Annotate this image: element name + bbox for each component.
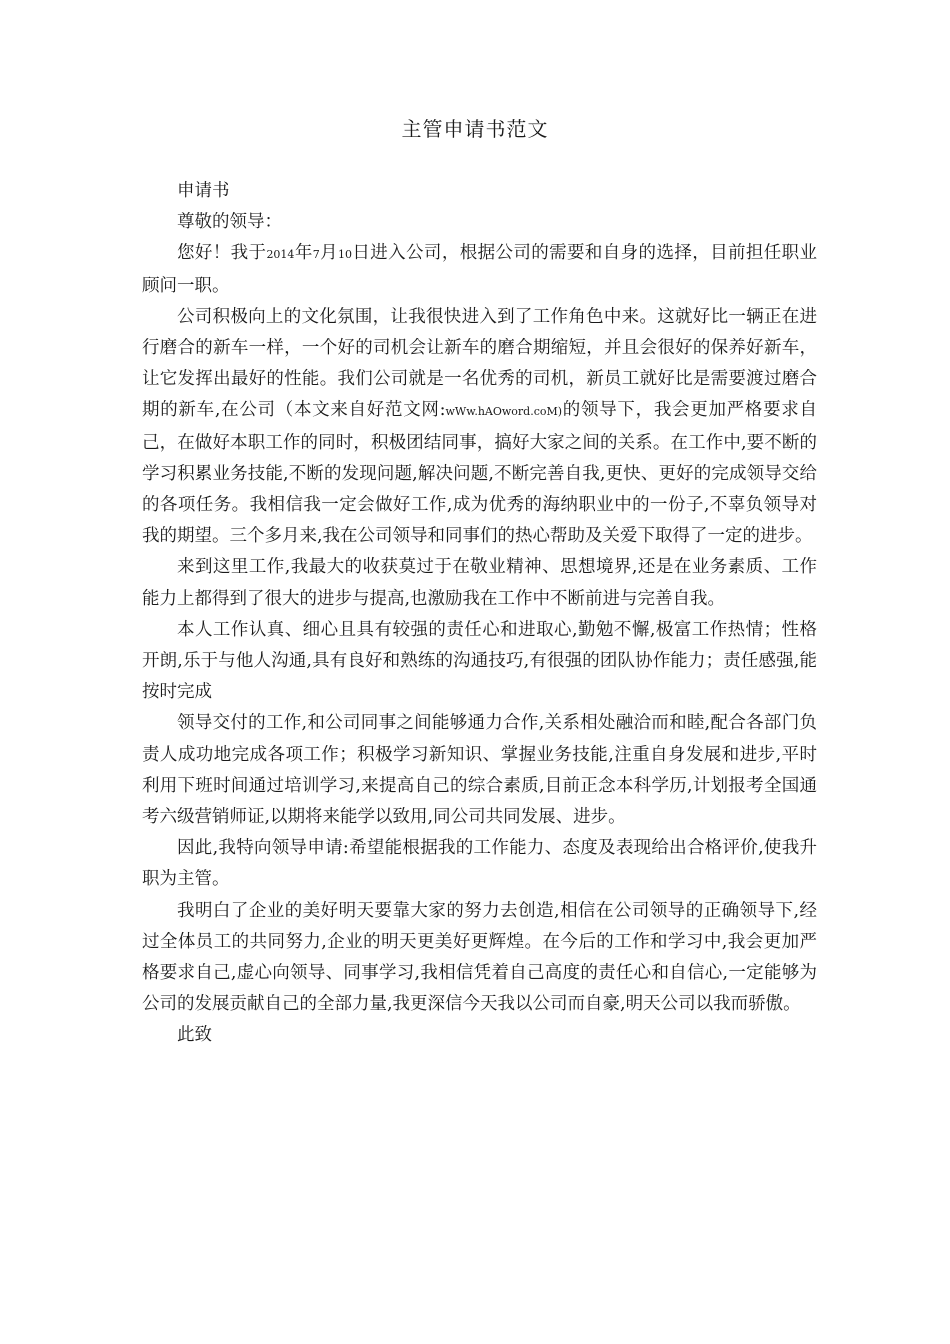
p2-text-b: 的领导下，我会更加严格要求自己，在做好本职工作的同时，积极团结同事，搞好大家之间的关系。在工作中,要不断的学习积累业务技能,不断的发现问题,解决问题,不断完善自我,更快、更好的完成领导交给的各项任务。我相信我一定会做好工作,成为优秀的海纳职业中的一份子,不辜负领导对我的期望。三个多月来,我在公司领导和同事们的热心帮助及关爱下取得了一定的进步。	[142, 400, 817, 547]
paragraph-1	[142, 238, 817, 301]
p1-text-b: 年	[294, 243, 313, 264]
heading: 申请书	[177, 181, 230, 201]
p1-text-a: 您好！我于	[177, 243, 267, 264]
p2-url: wWw.hAOword.coM)	[445, 405, 563, 419]
paragraph-2	[142, 302, 817, 553]
p1-text-d: 日进入公司，根据公司的需要和自身的选择，目前担任职业顾问一职。	[142, 243, 818, 296]
paragraph-3: 来到这里工作,我最大的收获莫过于在敬业精神、思想境界,还是在业务素质、工作能力上都得到了很大的进步与提高,也激励我在工作中不断前进与完善自我。	[142, 557, 817, 609]
paragraph-7: 我明白了企业的美好明天要靠大家的努力去创造,相信在公司领导的正确领导下,经过全体员工的共同努力,企业的明天更美好更辉煌。在今后的工作和学习中,我会更加严格要求自己,虚心向领导、同事学习,我相信凭着自己高度的责任心和自信心,一定能够为公司的发展贡献自己的全部力量,我更深信今天我以公司而自豪,明天公司以我而骄傲。	[142, 900, 817, 1015]
salutation: 尊敬的领导：	[177, 212, 282, 233]
document-title: 主管申请书范文	[401, 117, 549, 141]
document-body	[142, 176, 817, 1052]
p1-year: 2014	[266, 248, 295, 262]
paragraph-4: 本人工作认真、细心且具有较强的责任心和进取心,勤勉不懈,极富工作热情；性格开朗,乐于与他人沟通,具有良好和熟练的沟通技巧,有很强的团队协作能力；责任感强,能按时完成	[142, 619, 817, 703]
p1-text-c: 月	[319, 243, 338, 264]
p2-text-a: 公司积极向上的文化氛围，让我很快进入到了工作角色中来。这就好比一辆正在进行磨合的新车一样，一个好的司机会让新车的磨合期缩短，并且会很好的保养好新车，让它发挥出最好的性能。我们公司就是一名优秀的司机，新员工就好比是需要渡过磨合期的新车,在公司（本文来自好范文网:	[142, 306, 817, 421]
paragraph-5: 领导交付的工作,和公司同事之间能够通力合作,关系相处融洽而和睦,配合各部门负责人成功地完成各项工作；积极学习新知识、掌握业务技能,注重自身发展和进步,平时利用下班时间通过培训学习,来提高自己的综合素质,目前正念本科学历,计划报考全国通考六级营销师证,以期将来能学以致用,同公司共同发展、进步。	[142, 713, 817, 828]
p1-month: 7	[312, 248, 320, 262]
paragraph-6: 因此,我特向领导申请:希望能根据我的工作能力、态度及表现给出合格评价,使我升职为主管。	[142, 838, 817, 890]
p1-day: 10	[338, 248, 352, 262]
closing: 此致	[177, 1025, 212, 1046]
